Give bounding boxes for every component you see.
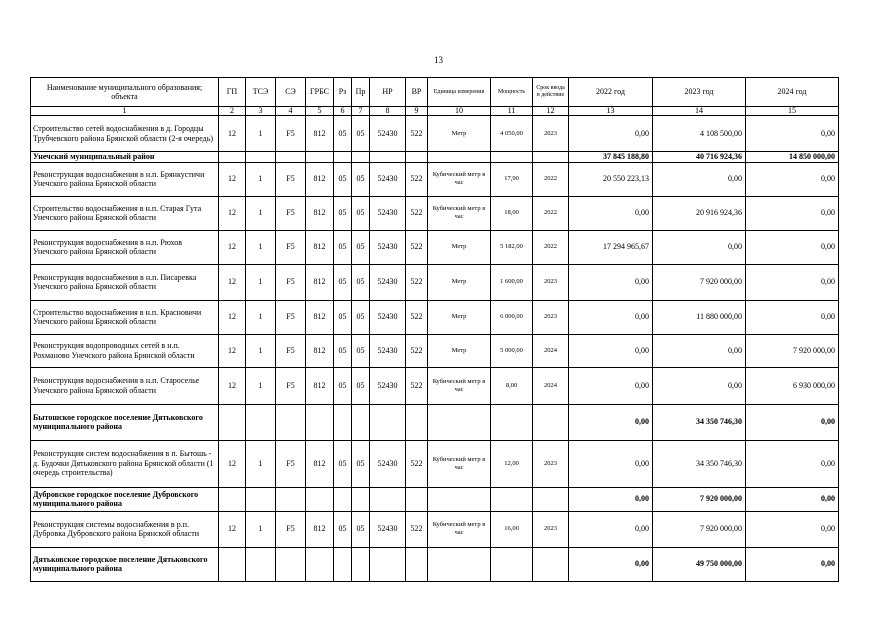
- cell-pr: 05: [352, 334, 370, 367]
- cell-rz: 05: [334, 162, 352, 196]
- cell-gp: 12: [219, 230, 246, 264]
- cell-gp: 12: [219, 196, 246, 230]
- header-capacity: Мощность: [491, 78, 533, 107]
- table-row: [31, 162, 839, 196]
- header-2024: 2024 год: [746, 78, 839, 107]
- cell-rz: 05: [334, 440, 352, 487]
- cell-pr: 05: [352, 367, 370, 404]
- table-row: [31, 264, 839, 300]
- object-name: Строительство водоснабжения в н.п. Красновичи Унечского района Брянской области: [31, 300, 219, 334]
- cell-unit: Метр: [428, 300, 491, 334]
- group-2024: 14 850 000,00: [746, 152, 839, 163]
- column-number: 3: [246, 107, 276, 116]
- cell-2022: 0,00: [569, 116, 653, 152]
- cell-commission-year: 2022: [533, 162, 569, 196]
- cell-nr: 52430: [370, 300, 406, 334]
- cell-2024: 0,00: [746, 196, 839, 230]
- cell-capacity: 16,00: [491, 511, 533, 547]
- object-name: Реконструкция водопроводных сетей в н.п. Рохманово Унечского района Брянской области: [31, 334, 219, 367]
- group-2022: 0,00: [569, 404, 653, 440]
- cell-grbs: 812: [306, 196, 334, 230]
- cell-se: F5: [276, 162, 306, 196]
- cell-vr: 522: [406, 334, 428, 367]
- cell-se: F5: [276, 334, 306, 367]
- object-name: Строительство сетей водоснабжения в д. Городцы Трубчевского района Брянской области (2-я очередь): [31, 116, 219, 152]
- column-number: 4: [276, 107, 306, 116]
- cell-gp: 12: [219, 440, 246, 487]
- column-number: 5: [306, 107, 334, 116]
- table-row: [31, 116, 839, 152]
- cell-grbs: 812: [306, 264, 334, 300]
- cell-gp: 12: [219, 367, 246, 404]
- cell-se: F5: [276, 196, 306, 230]
- table-row: [31, 511, 839, 547]
- header-gp: ГП: [219, 78, 246, 107]
- cell-2023: 0,00: [653, 230, 746, 264]
- group-2024: 0,00: [746, 487, 839, 511]
- column-number: 12: [533, 107, 569, 116]
- cell-gp: 12: [219, 511, 246, 547]
- cell-tse: 1: [246, 264, 276, 300]
- cell-pr: 05: [352, 264, 370, 300]
- cell-2024: 0,00: [746, 230, 839, 264]
- page-number: 13: [434, 55, 443, 65]
- header-commission-date: Срок ввода в действие: [533, 78, 569, 107]
- cell-pr: 05: [352, 511, 370, 547]
- group-row: [31, 404, 839, 440]
- cell-se: F5: [276, 264, 306, 300]
- cell-pr: 05: [352, 196, 370, 230]
- cell-capacity: 12,00: [491, 440, 533, 487]
- column-number: 9: [406, 107, 428, 116]
- cell-unit: Кубический метр в час: [428, 196, 491, 230]
- cell-grbs: 812: [306, 300, 334, 334]
- group-2023: 49 750 000,00: [653, 547, 746, 581]
- column-number: 11: [491, 107, 533, 116]
- cell-2024: 0,00: [746, 300, 839, 334]
- cell-gp: 12: [219, 264, 246, 300]
- cell-commission-year: 2024: [533, 334, 569, 367]
- cell-pr: 05: [352, 230, 370, 264]
- table-row: [31, 334, 839, 367]
- cell-tse: 1: [246, 162, 276, 196]
- object-name: Реконструкция водоснабжения в н.п. Староселье Унечского района Брянской области: [31, 367, 219, 404]
- cell-rz: 05: [334, 196, 352, 230]
- cell-capacity: 5 000,00: [491, 334, 533, 367]
- cell-commission-year: 2023: [533, 116, 569, 152]
- cell-commission-year: 2022: [533, 230, 569, 264]
- cell-vr: 522: [406, 300, 428, 334]
- header-pr: Пр: [352, 78, 370, 107]
- cell-commission-year: 2023: [533, 511, 569, 547]
- cell-2023: 0,00: [653, 334, 746, 367]
- group-2022: 37 845 188,80: [569, 152, 653, 163]
- cell-rz: 05: [334, 300, 352, 334]
- group-row: [31, 152, 839, 163]
- cell-pr: 05: [352, 162, 370, 196]
- group-2022: 0,00: [569, 487, 653, 511]
- object-name: Реконструкция системы водоснабжения в р.п. Дубровка Дубровского района Брянской области: [31, 511, 219, 547]
- cell-2024: 0,00: [746, 116, 839, 152]
- group-2023: 34 350 746,30: [653, 404, 746, 440]
- cell-grbs: 812: [306, 367, 334, 404]
- cell-commission-year: 2023: [533, 300, 569, 334]
- cell-se: F5: [276, 440, 306, 487]
- cell-2022: 17 294 965,67: [569, 230, 653, 264]
- cell-capacity: 4 050,00: [491, 116, 533, 152]
- cell-unit: Метр: [428, 334, 491, 367]
- cell-2023: 4 108 500,00: [653, 116, 746, 152]
- object-name: Реконструкция систем водоснабжения в п. Бытошь - д. Будочки Дятьковского района Брянской области (1 очередь строительства): [31, 440, 219, 487]
- cell-pr: 05: [352, 300, 370, 334]
- cell-vr: 522: [406, 162, 428, 196]
- cell-nr: 52430: [370, 196, 406, 230]
- cell-2023: 0,00: [653, 367, 746, 404]
- cell-tse: 1: [246, 230, 276, 264]
- group-row: [31, 487, 839, 511]
- cell-nr: 52430: [370, 264, 406, 300]
- cell-2024: 6 930 000,00: [746, 367, 839, 404]
- column-number: 10: [428, 107, 491, 116]
- cell-tse: 1: [246, 440, 276, 487]
- group-name: Бытошское городское поселение Дятьковского муниципального района: [31, 404, 219, 440]
- cell-capacity: 6 000,00: [491, 300, 533, 334]
- column-number-row: [31, 107, 839, 116]
- cell-capacity: 18,00: [491, 196, 533, 230]
- object-name: Реконструкция водоснабжения в н.п. Писаревка Унечского района Брянской области: [31, 264, 219, 300]
- cell-se: F5: [276, 300, 306, 334]
- cell-commission-year: 2024: [533, 367, 569, 404]
- cell-gp: 12: [219, 334, 246, 367]
- header-tse: ТСЭ: [246, 78, 276, 107]
- cell-nr: 52430: [370, 116, 406, 152]
- cell-capacity: 17,90: [491, 162, 533, 196]
- cell-nr: 52430: [370, 230, 406, 264]
- cell-nr: 52430: [370, 367, 406, 404]
- cell-tse: 1: [246, 367, 276, 404]
- cell-unit: Кубический метр в час: [428, 162, 491, 196]
- table-row: [31, 367, 839, 404]
- group-name: Дубровское городское поселение Дубровского муниципального района: [31, 487, 219, 511]
- cell-2023: 7 920 000,00: [653, 511, 746, 547]
- cell-rz: 05: [334, 264, 352, 300]
- group-name: Унечский муниципальный район: [31, 152, 219, 163]
- cell-unit: Метр: [428, 116, 491, 152]
- cell-2022: 0,00: [569, 300, 653, 334]
- cell-2022: 20 550 223,13: [569, 162, 653, 196]
- header-grbs: ГРБС: [306, 78, 334, 107]
- cell-2024: 0,00: [746, 162, 839, 196]
- column-number: 6: [334, 107, 352, 116]
- cell-unit: Кубический метр в час: [428, 367, 491, 404]
- cell-grbs: 812: [306, 162, 334, 196]
- cell-2022: 0,00: [569, 367, 653, 404]
- group-name: Дятьковское городское поселение Дятьковского муниципального района: [31, 547, 219, 581]
- cell-2024: 7 920 000,00: [746, 334, 839, 367]
- cell-nr: 52430: [370, 511, 406, 547]
- cell-unit: Метр: [428, 230, 491, 264]
- cell-rz: 05: [334, 367, 352, 404]
- cell-2024: 0,00: [746, 264, 839, 300]
- cell-commission-year: 2022: [533, 196, 569, 230]
- group-row: [31, 547, 839, 581]
- column-number: 13: [569, 107, 653, 116]
- cell-unit: Кубический метр в час: [428, 511, 491, 547]
- cell-capacity: 8,00: [491, 367, 533, 404]
- header-2022: 2022 год: [569, 78, 653, 107]
- table-row: [31, 230, 839, 264]
- column-number: 15: [746, 107, 839, 116]
- header-vr: ВР: [406, 78, 428, 107]
- cell-gp: 12: [219, 116, 246, 152]
- cell-capacity: 5 182,00: [491, 230, 533, 264]
- cell-grbs: 812: [306, 334, 334, 367]
- column-number: 14: [653, 107, 746, 116]
- cell-se: F5: [276, 230, 306, 264]
- cell-pr: 05: [352, 440, 370, 487]
- cell-2022: 0,00: [569, 440, 653, 487]
- column-number: 2: [219, 107, 246, 116]
- cell-grbs: 812: [306, 116, 334, 152]
- header-rz: Рз: [334, 78, 352, 107]
- cell-2022: 0,00: [569, 334, 653, 367]
- object-name: Реконструкция водоснабжения в н.п. Брянкустичи Унечского района Брянской области: [31, 162, 219, 196]
- cell-tse: 1: [246, 116, 276, 152]
- cell-2023: 7 920 000,00: [653, 264, 746, 300]
- cell-gp: 12: [219, 300, 246, 334]
- cell-rz: 05: [334, 334, 352, 367]
- cell-2024: 0,00: [746, 511, 839, 547]
- cell-grbs: 812: [306, 511, 334, 547]
- cell-se: F5: [276, 511, 306, 547]
- group-2024: 0,00: [746, 547, 839, 581]
- column-number: 1: [31, 107, 219, 116]
- cell-2023: 0,00: [653, 162, 746, 196]
- header-se: СЭ: [276, 78, 306, 107]
- cell-vr: 522: [406, 230, 428, 264]
- cell-unit: Кубический метр в час: [428, 440, 491, 487]
- object-name: Строительство водоснабжения в н.п. Старая Гута Унечского района Брянской области: [31, 196, 219, 230]
- table-row: [31, 300, 839, 334]
- cell-nr: 52430: [370, 440, 406, 487]
- cell-tse: 1: [246, 511, 276, 547]
- cell-capacity: 1 600,00: [491, 264, 533, 300]
- cell-commission-year: 2023: [533, 440, 569, 487]
- object-name: Реконструкция водоснабжения в н.п. Рюхов Унечского района Брянской области: [31, 230, 219, 264]
- column-number: 7: [352, 107, 370, 116]
- header-2023: 2023 год: [653, 78, 746, 107]
- column-number: 8: [370, 107, 406, 116]
- header-row: [31, 78, 839, 107]
- cell-2023: 20 916 924,36: [653, 196, 746, 230]
- cell-vr: 522: [406, 511, 428, 547]
- group-2022: 0,00: [569, 547, 653, 581]
- table-row: [31, 196, 839, 230]
- cell-tse: 1: [246, 334, 276, 367]
- cell-vr: 522: [406, 440, 428, 487]
- cell-rz: 05: [334, 116, 352, 152]
- cell-pr: 05: [352, 116, 370, 152]
- cell-se: F5: [276, 367, 306, 404]
- group-2023: 7 920 000,00: [653, 487, 746, 511]
- cell-unit: Метр: [428, 264, 491, 300]
- cell-rz: 05: [334, 511, 352, 547]
- cell-rz: 05: [334, 230, 352, 264]
- cell-2024: 0,00: [746, 440, 839, 487]
- header-nr: НР: [370, 78, 406, 107]
- cell-2022: 0,00: [569, 511, 653, 547]
- cell-2023: 11 880 000,00: [653, 300, 746, 334]
- cell-2022: 0,00: [569, 196, 653, 230]
- cell-tse: 1: [246, 196, 276, 230]
- cell-2023: 34 350 746,30: [653, 440, 746, 487]
- group-2024: 0,00: [746, 404, 839, 440]
- cell-grbs: 812: [306, 230, 334, 264]
- cell-tse: 1: [246, 300, 276, 334]
- group-2023: 40 716 924,36: [653, 152, 746, 163]
- cell-gp: 12: [219, 162, 246, 196]
- cell-vr: 522: [406, 196, 428, 230]
- cell-nr: 52430: [370, 334, 406, 367]
- table-row: [31, 440, 839, 487]
- cell-2022: 0,00: [569, 264, 653, 300]
- cell-vr: 522: [406, 264, 428, 300]
- cell-se: F5: [276, 116, 306, 152]
- header-name: Наименование муниципального образования; объекта: [31, 78, 219, 107]
- budget-table: [30, 77, 839, 582]
- cell-vr: 522: [406, 367, 428, 404]
- header-unit: Единица измерения: [428, 78, 491, 107]
- cell-vr: 522: [406, 116, 428, 152]
- cell-grbs: 812: [306, 440, 334, 487]
- cell-commission-year: 2023: [533, 264, 569, 300]
- cell-nr: 52430: [370, 162, 406, 196]
